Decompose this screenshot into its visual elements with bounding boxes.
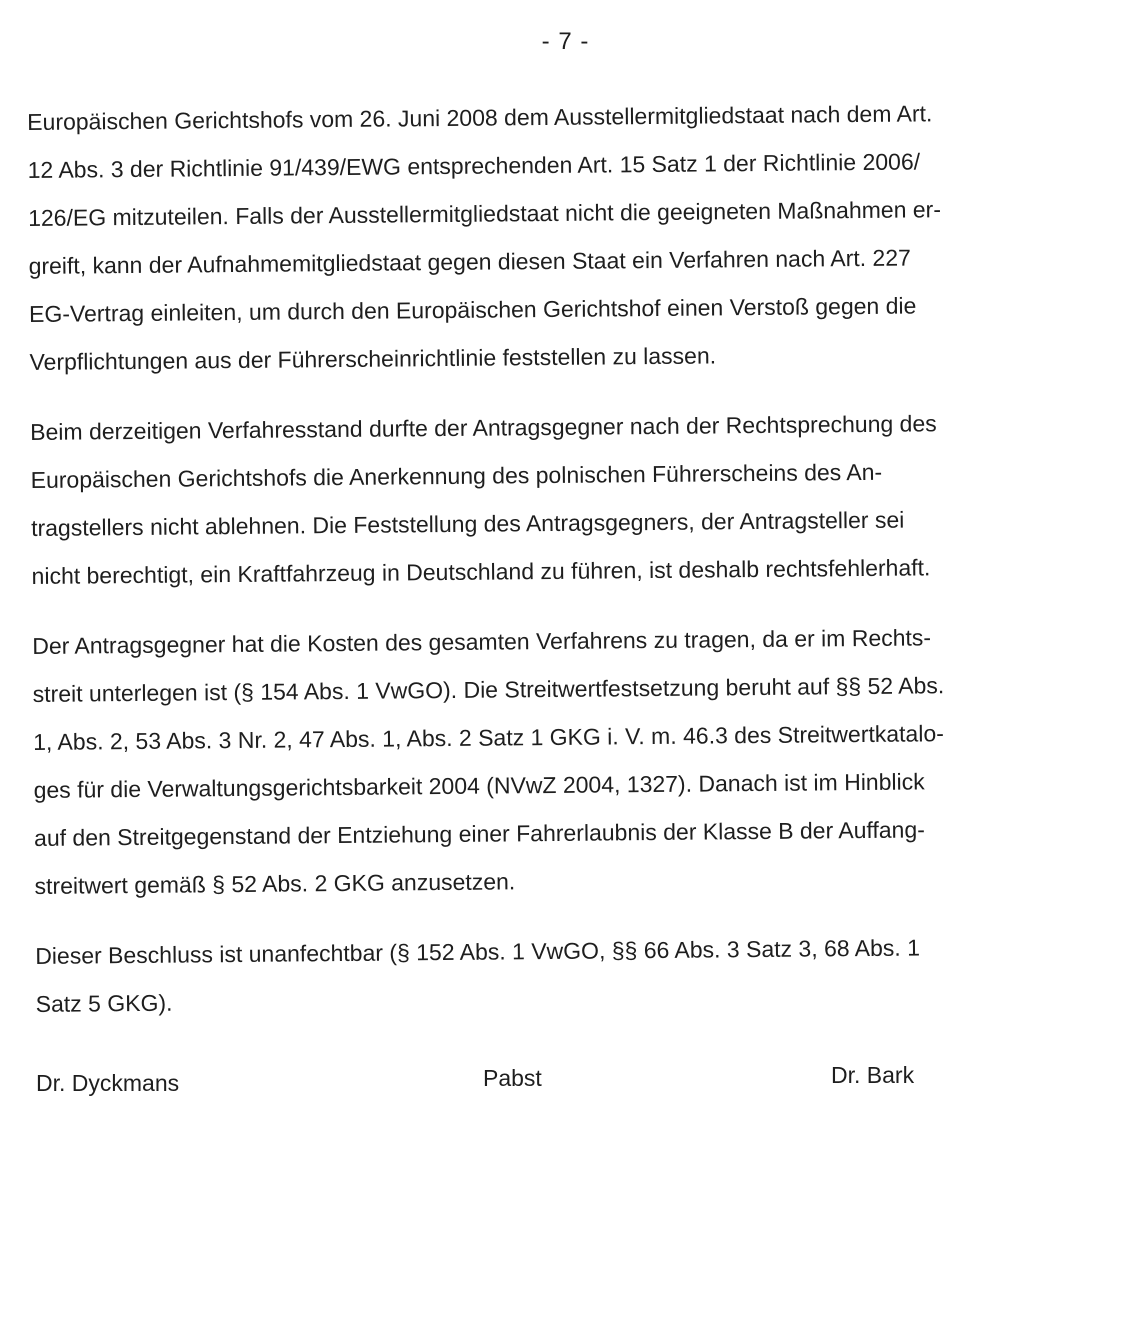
text-line: Dieser Beschluss ist unanfechtbar (§ 152 Abs. 1 VwGO, §§ 66 Abs. 3 Satz 3, 68 Abs. 1	[35, 934, 921, 969]
paragraph-costs	[32, 612, 1110, 910]
text-line: ges für die Verwaltungsgerichtsbarkeit 2004 (NVwZ 2004, 1327). Danach ist im Hinblick	[33, 768, 925, 803]
text-line: Satz 5 GKG).	[35, 989, 173, 1017]
text-line: tragstellers nicht ablehnen. Die Feststellung des Antragsgegners, der Antragsteller sei	[31, 506, 905, 541]
paragraph-unappealable	[35, 922, 1111, 1028]
body-text	[27, 88, 1111, 1050]
text-line: Verpflichtungen aus der Führerscheinrichtlinie feststellen zu lassen.	[29, 342, 717, 375]
text-line: 1, Abs. 2, 53 Abs. 3 Nr. 2, 47 Abs. 1, Abs. 2 Satz 1 GKG i. V. m. 46.3 des Streitwertkatalo-	[33, 720, 944, 755]
text-line: 12 Abs. 3 der Richtlinie 91/439/EWG entsprechenden Art. 15 Satz 1 der Richtlinie 2006/	[27, 148, 921, 183]
text-line: Europäischen Gerichtshofs vom 26. Juni 2008 dem Ausstellermitgliedstaat nach dem Art.	[27, 100, 933, 135]
signature-bark: Dr. Bark	[831, 1062, 915, 1088]
text-line: Europäischen Gerichtshofs die Anerkennung des polnischen Führerscheins des An-	[30, 458, 883, 493]
text-line: streit unterlegen ist (§ 154 Abs. 1 VwGO). Die Streitwertfestsetzung beruht auf §§ 52 Abs.	[32, 672, 945, 707]
text-line: streitwert gemäß § 52 Abs. 2 GKG anzusetzen.	[34, 868, 516, 899]
text-line: nicht berechtigt, ein Kraftfahrzeug in Deutschland zu führen, ist deshalb rechtsfehlerhaft.	[31, 554, 931, 589]
paragraph-referral-procedure	[27, 88, 1105, 386]
text-line: auf den Streitgegenstand der Entziehung einer Fahrerlaubnis der Klasse B der Auffang-	[33, 816, 925, 851]
paragraph-recognition	[30, 398, 1107, 600]
text-line: Beim derzeitigen Verfahresstand durfte der Antragsgegner nach der Rechtsprechung des	[30, 410, 937, 445]
text-line: greift, kann der Aufnahmemitgliedstaat gegen diesen Staat ein Verfahren nach Art. 227	[28, 244, 911, 279]
text-line: Der Antragsgegner hat die Kosten des gesamten Verfahrens zu tragen, da er im Rechts-	[32, 624, 932, 659]
signature-pabst: Pabst	[483, 1065, 542, 1091]
signature-dyckmans: Dr. Dyckmans	[36, 1070, 180, 1096]
page-number: - 7 -	[541, 28, 590, 55]
signature-block	[0, 1062, 1131, 1102]
text-line: 126/EG mitzuteilen. Falls der Ausstellermitgliedstaat nicht die geeigneten Maßnahmen er-	[28, 196, 942, 231]
text-line: EG-Vertrag einleiten, um durch den Europäischen Gerichtshof einen Verstoß gegen die	[28, 292, 917, 327]
